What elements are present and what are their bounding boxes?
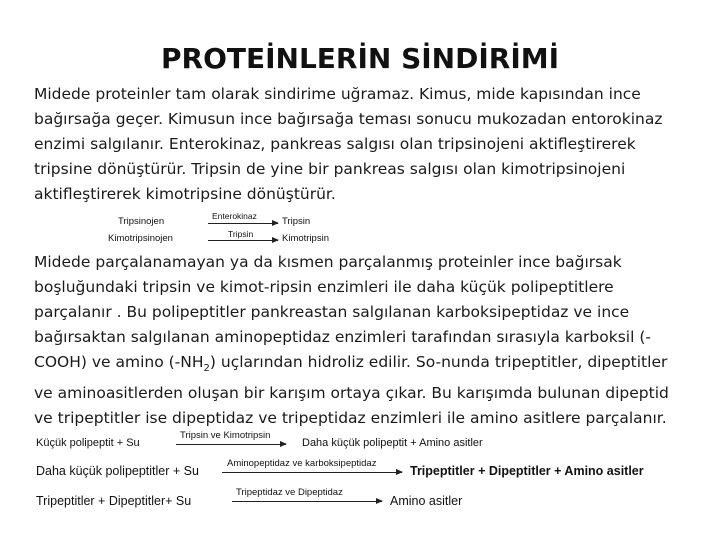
reaction-arrow bbox=[222, 472, 402, 473]
reaction-arrow bbox=[208, 223, 278, 224]
paragraph-line: aktifleştirerek kimotripsine dönüştürür. bbox=[34, 185, 336, 203]
enzyme-enterokinaz: Enterokinaz bbox=[212, 211, 257, 221]
product: Tripeptitler + Dipeptitler + Amino asitler bbox=[410, 464, 644, 478]
page-title: PROTEİNLERİN SİNDİRİMİ bbox=[160, 42, 560, 75]
paragraph-line: Midede proteinler tam olarak sindirime uğramaz. Kimus, mide kapısından ince bbox=[34, 85, 641, 103]
paragraph-line: parçalanır . Bu polipeptitler pankreastan salgılanan karboksipeptidaz ve ince bbox=[34, 303, 630, 321]
paragraph-line: enzimi salgılanır. Enterokinaz, pankreas salgısı olan tripsinojeni aktifleştirerek bbox=[34, 135, 636, 153]
paragraph-line: ve tripeptitler ise dipeptidaz ve tripeptidaz enzimleri ile amino asitlere parçalanır. bbox=[34, 409, 667, 428]
reactant: Tripeptitler + Dipeptitler+ Su bbox=[36, 494, 192, 508]
reaction-arrow bbox=[208, 240, 278, 241]
paragraph-line: bağırsağa geçer. Kimusun ince bağırsağa teması sonucu mukozadan entorokinaz bbox=[34, 110, 663, 128]
product-kimotripsin: Kimotripsin bbox=[282, 233, 329, 244]
paragraph-line: tripsine dönüştürür. Tripsin de yine bir pankreas salgısı olan kimotripsinojeni bbox=[34, 160, 626, 178]
paragraph-line bbox=[34, 350, 710, 381]
enzyme-label: Tripsin ve Kimotripsin bbox=[180, 430, 271, 441]
paragraph-line: bağırsaktan salgılanan aminopeptidaz enzimleri tarafından sırasıyla karboksil (- bbox=[34, 328, 651, 346]
product: Daha küçük polipeptit + Amino asitler bbox=[302, 437, 483, 449]
reactant: Küçük polipeptit + Su bbox=[36, 437, 140, 449]
reactant: Daha küçük polipeptitler + Su bbox=[36, 464, 199, 478]
subscript: 2 bbox=[203, 363, 210, 375]
reactant-tripsinojen: Tripsinojen bbox=[118, 216, 165, 227]
reactant-kimotripsinojen: Kimotripsinojen bbox=[108, 233, 173, 244]
paragraph-line: Midede parçalanamayan ya da kısmen parçalanmış proteinler ince bağırsak bbox=[34, 253, 622, 271]
paragraph-text: COOH) ve amino (-NH bbox=[34, 353, 204, 371]
product-tripsin: Tripsin bbox=[282, 216, 311, 227]
paragraph-line: boşluğundaki tripsin ve kimot-ripsin enzimleri ile daha küçük polipeptitlere bbox=[34, 278, 614, 296]
enzyme-label: Tripeptidaz ve Dipeptidaz bbox=[236, 487, 343, 498]
paragraph-digestion bbox=[34, 250, 710, 431]
paragraph-line: ve aminoasitlerden oluşan bir karışım ortaya çıkar. Bu karışımda bulunan dipeptid bbox=[34, 384, 669, 403]
product: Amino asitler bbox=[390, 494, 463, 508]
enzyme-tripsin: Tripsin bbox=[228, 229, 254, 239]
reaction-arrow bbox=[176, 444, 286, 445]
enzyme-label: Aminopeptidaz ve karboksipeptidaz bbox=[227, 458, 377, 469]
paragraph-intro bbox=[34, 82, 710, 207]
paragraph-text: ) uçlarından hidroliz edilir. So-nunda tripeptitler, dipeptitler bbox=[209, 353, 668, 371]
reaction-arrow bbox=[232, 501, 382, 502]
